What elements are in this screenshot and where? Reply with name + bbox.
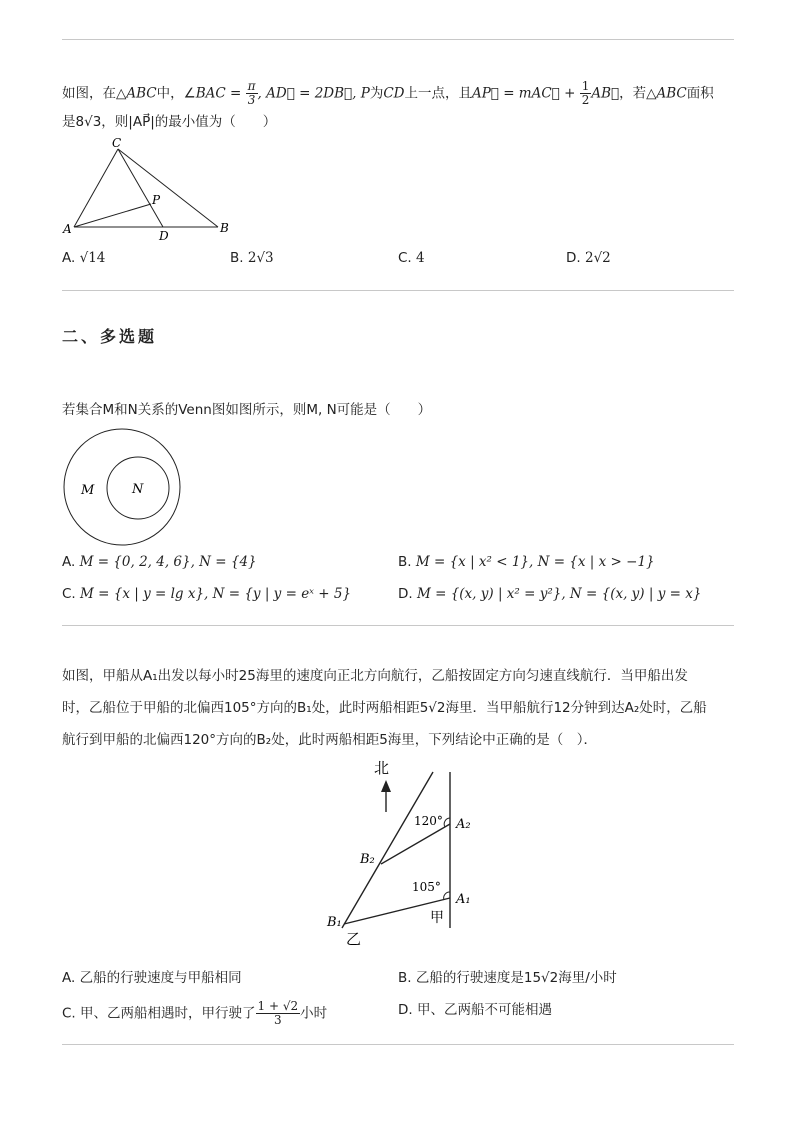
q2-option-c[interactable]: C. M = {x | y = lg x}, N = {y | y = eˣ + 5} — [62, 586, 352, 602]
q2-option-a[interactable]: A. M = {0, 2, 4, 6}, N = {4} — [62, 554, 257, 570]
q2-option-d[interactable]: D. M = {(x, y) | x² = y²}, N = {(x, y) | y = x} — [398, 586, 702, 602]
label-B2: B₂ — [360, 852, 375, 867]
divider-2 — [62, 625, 734, 626]
north-label: 北 — [374, 759, 390, 777]
label-yi: 乙 — [346, 930, 362, 948]
q3-text-line1: 如图，甲船从A₁出发以每小时25海里的速度向正北方向航行，乙船按固定方向匀速直线航行．当甲船出发 — [62, 668, 688, 684]
venn-diagram — [62, 427, 184, 549]
q1-text-line2: 是8√3，则|AP⃗|的最小值为（ ） — [62, 114, 277, 130]
label-jia: 甲 — [430, 910, 444, 926]
ships-diagram — [320, 756, 480, 952]
label-A: A — [63, 222, 72, 236]
divider-top — [62, 39, 734, 40]
q2-option-b[interactable]: B. M = {x | x² < 1}, N = {x | x > −1} — [398, 554, 655, 570]
angle-105-label: 105° — [412, 880, 441, 894]
q3-text-line2: 时，乙船位于甲船的北偏西105°方向的B₁处，此时两船相距5√2海里．当甲船航行12分钟到达A₂处时，乙船 — [62, 700, 707, 716]
q1-option-b[interactable]: B. 2√3 — [230, 250, 274, 266]
divider-bottom — [62, 1044, 734, 1045]
label-P: P — [152, 193, 161, 207]
q3-option-a[interactable]: A. 乙船的行驶速度与甲船相同 — [62, 970, 242, 986]
label-C: C — [112, 136, 122, 150]
q3-option-b[interactable]: B. 乙船的行驶速度是15√2海里/小时 — [398, 970, 617, 986]
triangle-diagram — [60, 136, 240, 244]
label-D: D — [159, 229, 169, 243]
label-A1: A₁ — [456, 892, 471, 907]
divider-1 — [62, 290, 734, 291]
q1-text-line1: 如图，在△ABC中，∠BAC = $\frac{\pi}{3}$ , AD⃗ = 2DB⃗, P为CD上一点，且AP⃗ = mAC⃗ + $\frac{1}{2}$ AB⃗，若△ABC面积 — [62, 79, 714, 107]
label-A2: A₂ — [456, 817, 471, 832]
q3-option-d[interactable]: D. 甲、乙两船不可能相遇 — [398, 1002, 552, 1018]
q3-option-c[interactable]: C. 甲、乙两船相遇时，甲行驶了 $\frac{1 + √2}{3}$ 小时 — [62, 999, 328, 1027]
q1-option-d[interactable]: D. 2√2 — [566, 250, 611, 266]
q1-option-c[interactable]: C. 4 — [398, 250, 425, 266]
label-B: B — [220, 221, 229, 235]
venn-label-M: M — [81, 483, 95, 498]
q1-option-a[interactable]: A. √14 — [62, 250, 106, 266]
label-B1: B₁ — [327, 915, 342, 930]
one-half-fraction: $\frac{1}{2}$ — [581, 79, 590, 107]
q2-text: 若集合M和N关系的Venn图如图所示，则M, N可能是（ ） — [62, 402, 432, 418]
q3-text-line3: 航行到甲船的北偏西120°方向的B₂处，此时两船相距5海里，下列结论中正确的是（ ）． — [62, 732, 598, 748]
section-heading: 二、多选题 — [62, 327, 158, 346]
pi-over-3-fraction: $\frac{\pi}{3}$ — [247, 79, 256, 107]
angle-120-label: 120° — [414, 814, 443, 828]
one-plus-root2-over-3-fraction: $\frac{1 + √2}{3}$ — [257, 999, 299, 1027]
venn-label-N: N — [132, 482, 144, 497]
north-arrow-icon — [381, 780, 391, 792]
